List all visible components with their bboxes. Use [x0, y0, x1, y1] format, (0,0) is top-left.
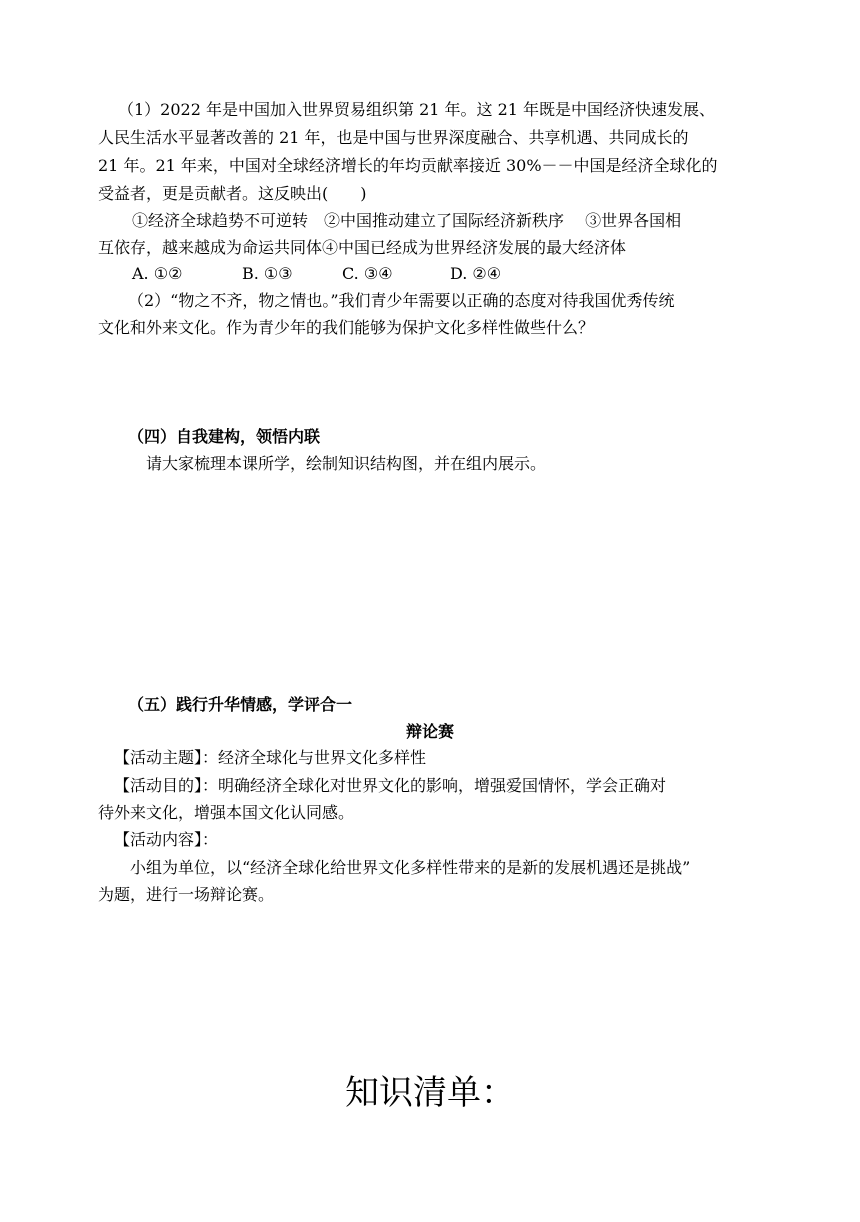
activity-content-line-1: 小组为单位，以“经济全球化给世界文化多样性带来的是新的发展机遇还是挑战”: [130, 858, 691, 877]
knowledge-list-title: 知识清单：: [345, 1073, 515, 1113]
debate-title: 辩论赛: [405, 722, 454, 741]
q1-line-3: 21 年。21 年来，中国对全球经济增长的年均贡献率接近 30%－－中国是经济全球化的: [98, 156, 718, 175]
option-b: B. ①③: [242, 264, 293, 283]
option-a: A. ①②: [132, 264, 183, 283]
q2-line-1: （2）“物之不齐，物之情也。”我们青少年需要以正确的态度对待我国优秀传统: [128, 291, 675, 310]
q1-statement-2: 互依存，越来越成为命运共同体④中国已经成为世界经济发展的最大经济体: [98, 238, 627, 257]
section4-heading: （四）自我建构，领悟内联: [128, 427, 321, 446]
q2-line-2: 文化和外来文化。作为青少年的我们能够为保护文化多样性做些什么？: [98, 318, 595, 337]
activity-purpose-line-2: 待外来文化，增强本国文化认同感。: [98, 803, 355, 822]
section4-text: 请大家梳理本课所学，绘制知识结构图，并在组内展示。: [146, 454, 547, 473]
section5-heading: （五）践行升华情感，学评合一: [128, 695, 353, 714]
q1-line-4: 受益者，更是贡献者。这反映出( ): [98, 184, 367, 203]
option-c: C. ③④: [342, 264, 393, 283]
activity-content-line-2: 为题，进行一场辩论赛。: [98, 885, 275, 904]
q1-line-2: 人民生活水平显著改善的 21 年，也是中国与世界深度融合、共享机遇、共同成长的: [98, 128, 689, 147]
activity-purpose-line-1: 【活动目的】：明确经济全球化对世界文化的影响，增强爱国情怀，学会正确对: [114, 776, 667, 795]
activity-theme: 【活动主题】：经济全球化与世界文化多样性: [114, 748, 427, 767]
q1-options: [132, 263, 501, 285]
activity-content-label: 【活动内容】：: [114, 830, 219, 849]
option-d: D. ②④: [450, 264, 502, 283]
q1-statement-1: ①经济全球趋势不可逆转 ②中国推动建立了国际经济新秩序 ③世界各国相: [132, 211, 682, 230]
q1-line-1: （1）2022 年是中国加入世界贸易组织第 21 年。这 21 年既是中国经济快速发展、: [118, 100, 716, 119]
